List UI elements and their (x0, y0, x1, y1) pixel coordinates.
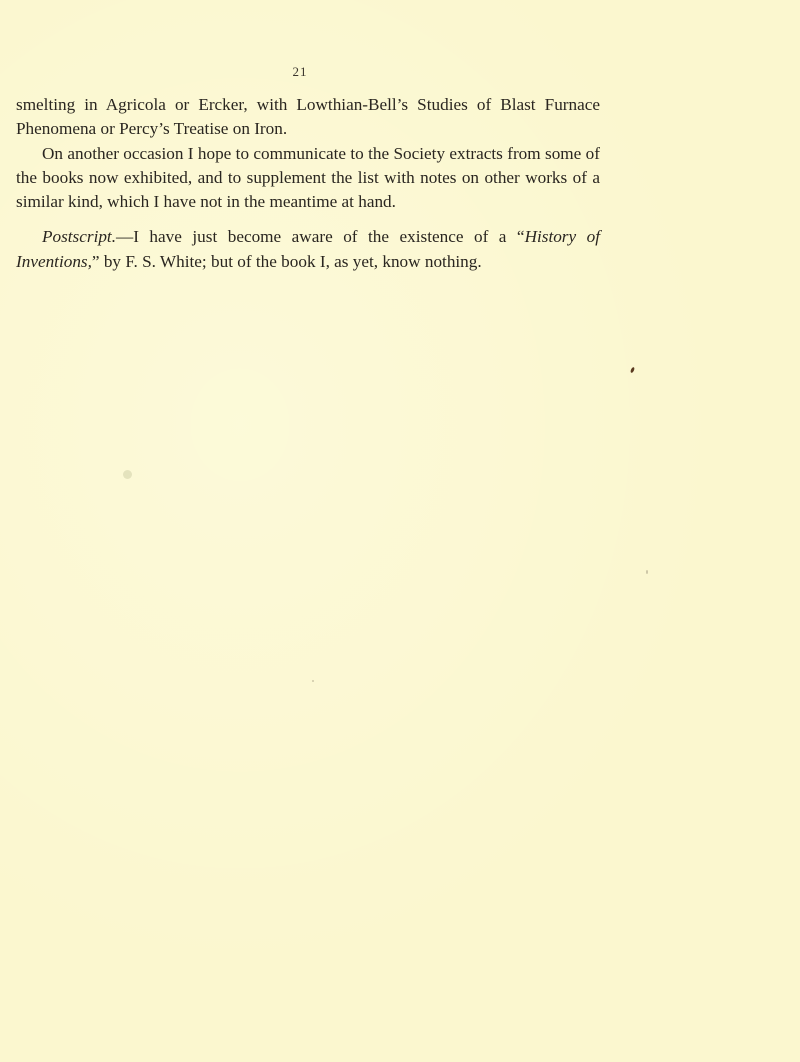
postscript-text-before: —I have just become aware of the existence of a “ (116, 227, 525, 247)
postscript-paragraph (16, 225, 600, 274)
paper-speck (123, 470, 132, 479)
paper-speck (630, 367, 635, 374)
paragraph-continuation: smelting in Agricola or Ercker, with Lowthian-Bell’s Studies of Blast Furnace Phenomena or Percy’s Treatise on Iron. (16, 95, 600, 139)
postscript-label: Postscript. (42, 227, 117, 247)
paper-speck (312, 680, 314, 682)
book-title-part-1: History (524, 227, 577, 247)
book-title-part-2: of Inventions, (16, 227, 601, 271)
postscript-text-after: ” by F. S. White; but of the book I, as yet, know nothing. (91, 251, 482, 271)
paper-speck (646, 570, 648, 574)
page-number: 21 (292, 64, 308, 79)
paragraph-occasion: On another occasion I hope to communicate to the Society extracts from some of the books now exhibited, and to supplement the list with notes on other works of a similar kind, which I have not in the meantime at hand. (16, 143, 600, 212)
body-text (16, 93, 600, 274)
